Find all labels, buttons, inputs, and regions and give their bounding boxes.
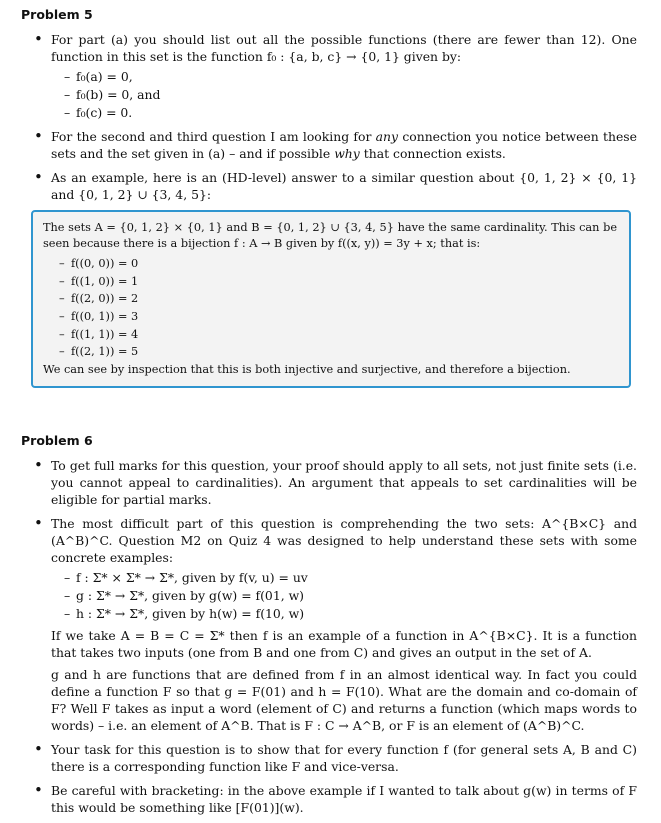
list-item: – f((2, 0)) = 2: [59, 291, 617, 307]
bullet-2-why: why: [334, 146, 360, 161]
list-item: – f((1, 1)) = 4: [59, 327, 617, 343]
list-item: [21, 128, 637, 162]
list-item: • Be careful with bracketing: in the above example if I wanted to talk about g(w) in terms of F this would be something like [F(01)](w).: [21, 782, 637, 816]
list-item: [21, 515, 637, 734]
list-item: – f₀(b) = 0, and: [64, 86, 637, 103]
list-item: – f((2, 1)) = 5: [59, 344, 617, 360]
example-answer-box: [31, 210, 631, 388]
list-item: [21, 31, 637, 121]
bullet-2-part-b: connection you notice between these sets and the set given in (a) – and if possible: [51, 129, 637, 161]
example-functions-list: [51, 569, 637, 622]
problem-6: [21, 432, 637, 823]
list-item: – f₀(a) = 0,: [64, 68, 637, 85]
list-item: – h : Σ* → Σ*, given by h(w) = f(10, w): [64, 605, 637, 622]
list-item: – g : Σ* → Σ*, given by g(w) = f(01, w): [64, 587, 637, 604]
problem-5-bullet-1-text: For part (a) you should list out all the possible functions (there are fewer than 12). One function in this set is the function f₀ : {a, b, c} → {0, 1} given by:: [51, 32, 637, 64]
explanation-paragraph-2: g and h are functions that are defined from f in an almost identical way. In fact you could define a function F so that g = F(01) and h = F(10). What are the domain and co-domain of F? Well F takes as input a word (element of C) and returns a function (which maps words to words) – i.e. an element of A^B. That is F : C → A^B, or F is an element of (A^B)^C.: [51, 667, 637, 733]
problem-5-bullet-3-text: As an example, here is an (HD-level) answer to a similar question about {0, 1, 2} × {0, 1} and {0, 1, 2} ∪ {3, 4, 5}:: [51, 170, 637, 202]
list-item: – f((0, 0)) = 0: [59, 256, 617, 272]
problem-6-title: Problem 6: [21, 433, 93, 448]
bullet-2-any: any: [375, 129, 399, 144]
list-item: – f((0, 1)) = 3: [59, 309, 617, 325]
list-item: • To get full marks for this question, your proof should apply to all sets, not just finite sets (i.e. you cannot appeal to cardinalities). An argument that appeals to set cardinalities will be eligible for partial marks.: [21, 457, 637, 508]
list-item: – f₀(c) = 0.: [64, 104, 637, 121]
problem-5: [21, 6, 637, 392]
list-item: – f : Σ* × Σ* → Σ*, given by f(v, u) = uv: [64, 569, 637, 586]
function-values-list: [51, 68, 637, 121]
problem-6-bullet-2-text: The most difficult part of this question is comprehending the two sets: A^{B×C} and (A^B)^C. Question M2 on Quiz 4 was designed to help understand these sets with some concrete examples:: [51, 516, 637, 565]
bullet-2-part-c: that connection exists.: [363, 146, 506, 161]
bijection-list: [43, 256, 617, 360]
example-intro: The sets A = {0, 1, 2} × {0, 1} and B = {0, 1, 2} ∪ {3, 4, 5} have the same cardinality. This can be seen because there is a bijection f : A → B given by f((x, y)) = 3y + x; that is:: [43, 221, 617, 250]
problem-5-bullets: [21, 31, 637, 203]
example-conclusion: We can see by inspection that this is both injective and surjective, and therefore a bijection.: [43, 362, 571, 376]
explanation-paragraph-1: If we take A = B = C = Σ* then f is an example of a function in A^{B×C}. It is a function that takes two inputs (one from B and one from C) and gives an output in the set of A.: [51, 628, 637, 660]
list-item: • Your task for this question is to show that for every function f (for general sets A, B and C) there is a corresponding function like F and vice-versa.: [21, 741, 637, 775]
problem-6-bullets: [21, 457, 637, 816]
problem-5-title: Problem 5: [21, 7, 93, 22]
list-item: [21, 169, 637, 203]
bullet-2-part-a: For the second and third question I am looking for: [51, 129, 372, 144]
list-item: – f((1, 0)) = 1: [59, 274, 617, 290]
